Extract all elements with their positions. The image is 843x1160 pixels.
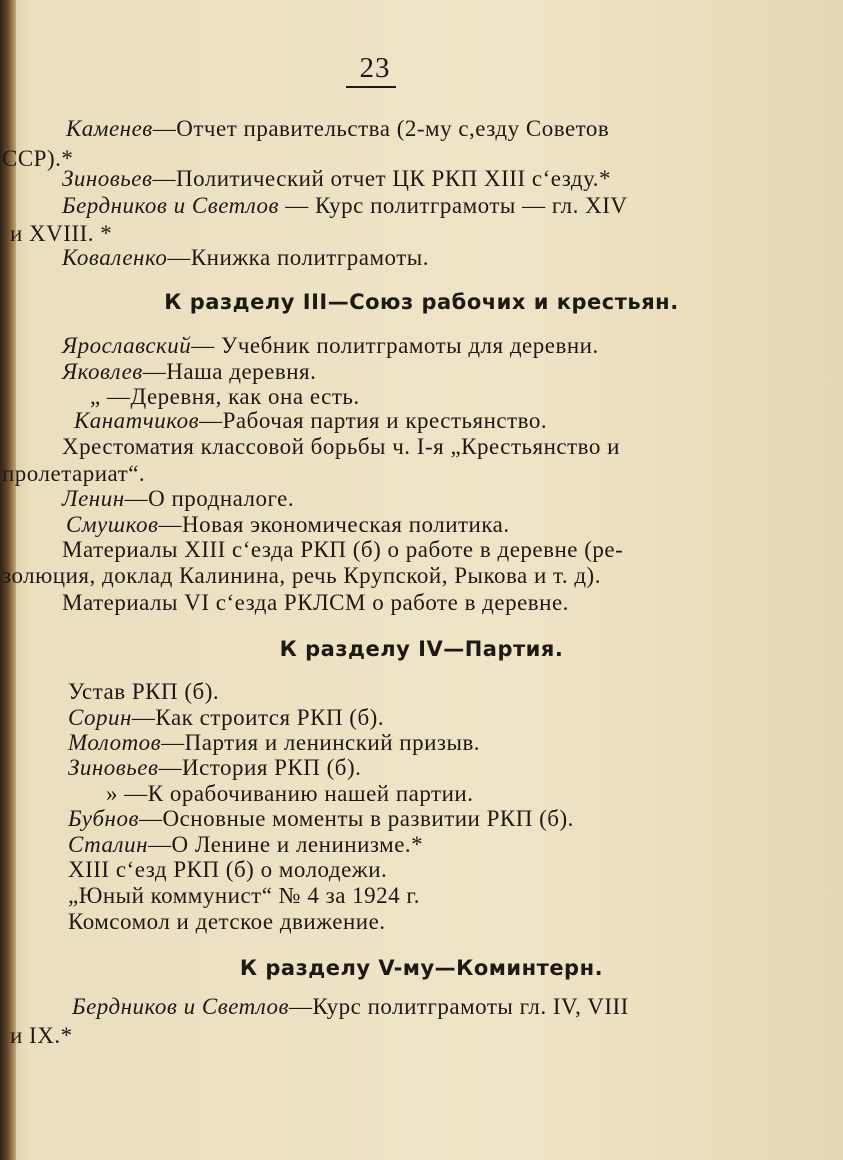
reference-text: —Партия и ленинский призыв. [161, 730, 481, 755]
reference-line [68, 908, 843, 936]
reference-text: —К орабочиванию нашей партии. [118, 781, 474, 806]
author-name: Бубнов [68, 806, 139, 831]
reference-text: —История РКП (б). [158, 755, 362, 780]
reference-text: ССР).* [2, 146, 74, 171]
reference-text: Хрестоматия классовой борьбы ч. I-я „Крестьянство и [62, 434, 620, 459]
reference-text: —О продналоге. [124, 486, 295, 511]
reference-text: Устав РКП (б). [68, 679, 220, 704]
page-number: 23 [359, 52, 391, 84]
reference-line [62, 358, 843, 386]
reference-line [68, 678, 843, 706]
reference-line [62, 192, 843, 220]
reference-line [62, 589, 843, 617]
reference-line [66, 115, 745, 143]
reference-text: —Рабочая партия и крестьянство. [199, 408, 548, 433]
reference-line [62, 244, 843, 272]
reference-line [106, 780, 843, 808]
reference-line [10, 1022, 843, 1050]
reference-text: —Деревня, как она есть. [100, 384, 360, 409]
reference-line [62, 485, 843, 513]
reference-line [74, 407, 843, 435]
reference-text: —Новая экономическая политика. [158, 512, 510, 537]
reference-text: и XVIII. * [10, 221, 113, 246]
reference-text: —Политический отчет ЦК РКП XIII с‘езду.* [152, 166, 612, 191]
reference-text: золюция, доклад Калинина, речь Крупской, Рыкова и т. д). [2, 563, 601, 588]
reference-text: —Как строится РКП (б). [131, 705, 385, 730]
reference-text: XIII с‘езд РКП (б) о молодежи. [68, 857, 388, 882]
reference-line [72, 993, 753, 1021]
author-name: Зиновьев [68, 755, 159, 780]
author-name: Сталин [68, 832, 148, 857]
author-name: Сорин [68, 705, 132, 730]
reference-text: „Юный коммунист“ № 4 за 1924 г. [68, 883, 421, 908]
section-heading: К разделу V-му—Коминтерн. [239, 956, 604, 980]
reference-line [68, 856, 843, 884]
author-name: Бердников и Светлов [62, 193, 280, 218]
section-heading: К разделу IV—Партия. [279, 637, 564, 661]
reference-text: Комсомол и детское движение. [68, 909, 386, 934]
reference-text: и IX.* [10, 1023, 73, 1048]
author-name: Смушков [66, 512, 159, 537]
reference-line [68, 754, 843, 782]
reference-line [62, 165, 843, 193]
author-name: Ярославский [62, 333, 192, 358]
reference-text: Материалы XIII с‘езда РКП (б) о работе в деревне (ре- [62, 537, 624, 562]
author-name: Канатчиков [74, 408, 200, 433]
reference-line [2, 562, 843, 590]
reference-line [68, 704, 843, 732]
author-name: Бердников и Светлов [72, 994, 290, 1019]
author-name: Зиновьев [62, 166, 153, 191]
ditto-mark: » [106, 781, 118, 806]
reference-text: пролетариат“. [2, 461, 146, 486]
reference-line [68, 831, 843, 859]
reference-text: —О Ленине и ленинизме.* [148, 832, 424, 857]
author-name: Каменев [66, 116, 153, 141]
reference-text: —Основные моменты в развитии РКП (б). [138, 806, 574, 831]
reference-text: Материалы VI с‘езда РКЛСМ о работе в деревне. [62, 590, 569, 615]
section-heading: К разделу III—Союз рабочих и крестьян. [164, 290, 679, 314]
reference-text: —Отчет правительства (2-му с,езду Советов [152, 116, 610, 141]
reference-text: —Курс политграмоты гл. IV, VIII [289, 994, 629, 1019]
reference-line [62, 433, 751, 461]
reference-line [62, 332, 843, 360]
author-name: Яковлев [62, 359, 143, 384]
reference-line [68, 882, 843, 910]
reference-line [62, 536, 751, 564]
reference-line [68, 729, 843, 757]
reference-text: —Наша деревня. [142, 359, 317, 384]
reference-line [66, 511, 843, 539]
reference-text: — Учебник политграмоты для деревни. [191, 333, 599, 358]
author-name: Молотов [68, 730, 162, 755]
page-number-underline [346, 86, 396, 88]
author-name: Коваленко [62, 245, 168, 270]
ditto-mark: „ [90, 384, 101, 409]
reference-line [68, 805, 843, 833]
reference-text: —Книжка политграмоты. [167, 245, 429, 270]
reference-line [2, 460, 843, 488]
reference-text: — Курс политграмоты — гл. XIV [279, 193, 628, 218]
author-name: Ленин [62, 486, 125, 511]
